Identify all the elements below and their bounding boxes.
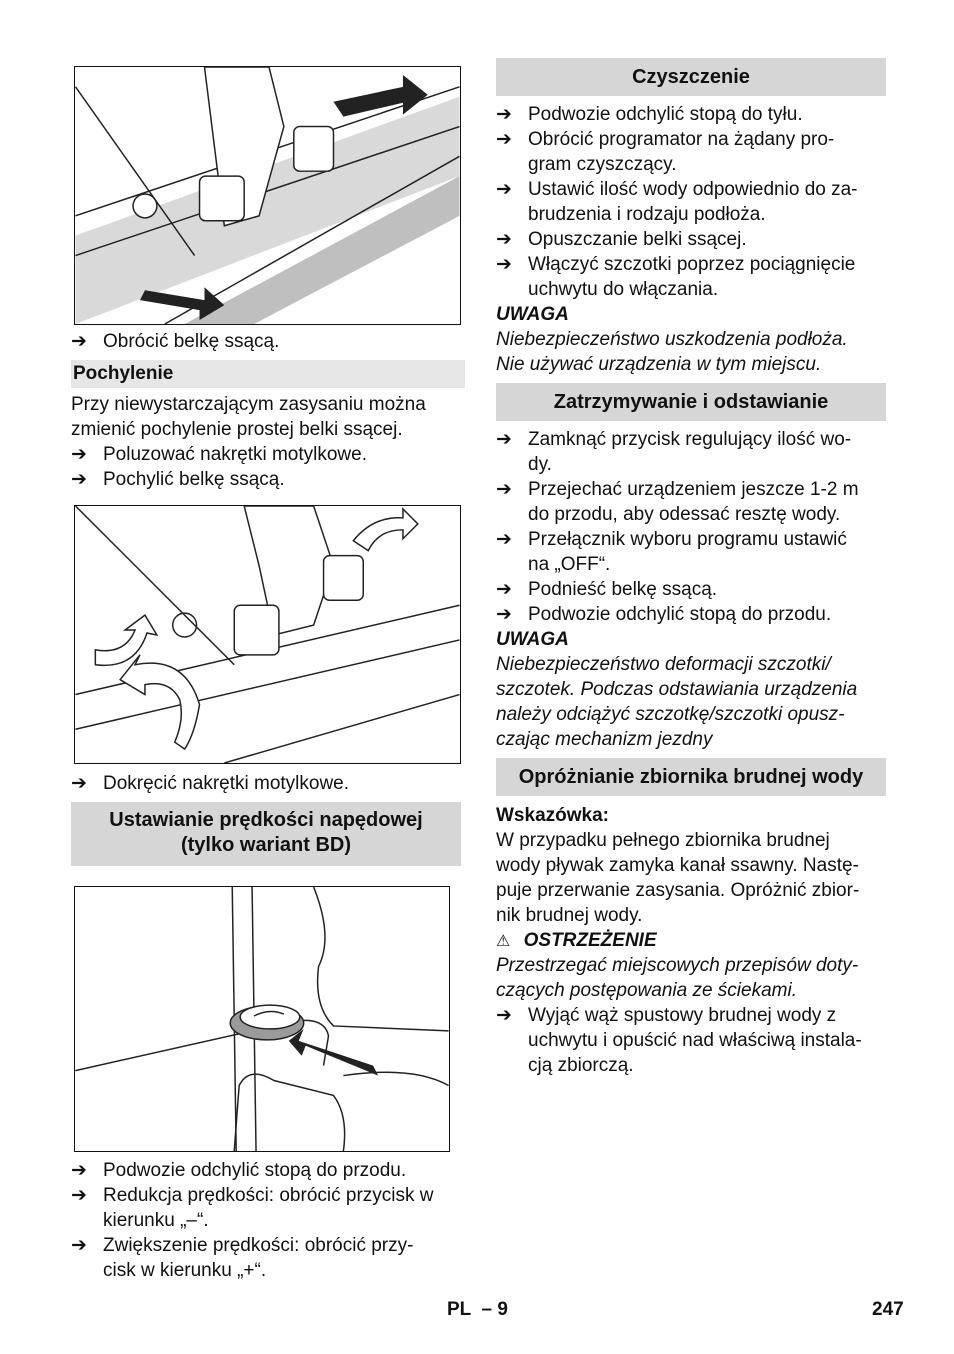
figure-speed-knob — [74, 886, 450, 1152]
step-tighten-nuts: ➔ Dokręcić nakrętki motylkowe. — [71, 773, 350, 794]
step-increase-speed: ➔ Zwiększenie prędkości: obrócić przy- cisk w kierunku „+“. — [71, 1235, 414, 1281]
heading-speed-setting: Ustawianie prędkości napędowej (tylko wariant BD) — [71, 802, 461, 866]
note-title-uwaga-1: UWAGA — [496, 304, 569, 325]
step-loosen-nuts: ➔ Poluzować nakrętki motylkowe. — [71, 444, 367, 465]
step-programmer: ➔ Obrócić programator na żądany pro- gram czyszczący. — [496, 129, 835, 175]
step-chassis-forward-2: ➔ Podwozie odchylić stopą do przodu. — [496, 604, 832, 625]
speed-knob-drawing — [75, 887, 449, 1151]
step-drain-hose: ➔ Wyjąć wąż spustowy brudnej wody z uchwytu i opuścić nad właściwą instala- cją zbiorczą. — [496, 1005, 862, 1076]
arrow-right-icon: ➔ — [71, 1160, 87, 1181]
step-drive-forward: ➔ Przejechać urządzeniem jeszcze 1-2 m do przodu, aby odessać resztę wody. — [496, 479, 859, 525]
hint-text: W przypadku pełnego zbiornika brudnej wody pływak zamyka kanał ssawny. Nastę- puje przerwanie zasysania. Opróżnić zbior- nik brudnej wody. — [496, 830, 860, 926]
arrow-right-icon: ➔ — [496, 429, 512, 450]
step-chassis-back: ➔ Podwozie odchylić stopą do tyłu. — [496, 104, 803, 125]
arrow-right-icon: ➔ — [71, 444, 87, 465]
heading-czyszczenie: Czyszczenie — [496, 58, 886, 96]
arrow-right-icon: ➔ — [71, 773, 87, 794]
step-chassis-forward: ➔ Podwozie odchylić stopą do przodu. — [71, 1160, 407, 1181]
arrow-right-icon: ➔ — [496, 579, 512, 600]
arrow-right-icon: ➔ — [71, 1185, 87, 1206]
arrow-right-icon: ➔ — [496, 479, 512, 500]
note-text-2: Niebezpieczeństwo deformacji szczotki/ szczotek. Podczas odstawiania urządzenia należy odciążyć szczotkę/szczotki opusz- czając mechanizm jezdny — [496, 654, 858, 750]
warning-text: Przestrzegać miejscowych przepisów doty- czących postępowania ze ściekami. — [496, 955, 859, 1001]
arrow-right-icon: ➔ — [496, 104, 512, 125]
step-rotate-bar: ➔ Obrócić belkę ssącą. — [71, 331, 280, 352]
figure-suction-bar-tilt — [74, 505, 461, 764]
arrow-right-icon: ➔ — [496, 1005, 512, 1026]
arrow-right-icon: ➔ — [71, 1235, 87, 1256]
note-text-1: Niebezpieczeństwo uszkodzenia podłoża. Nie używać urządzenia w tym miejscu. — [496, 329, 848, 375]
step-lower-bar: ➔ Opuszczanie belki ssącej. — [496, 229, 747, 250]
suction-bar-rotate-drawing — [75, 67, 460, 324]
suction-bar-tilt-drawing — [75, 506, 460, 763]
arrow-right-icon: ➔ — [496, 529, 512, 550]
step-close-water: ➔ Zamknąć przycisk regulujący ilość wo- dy. — [496, 429, 852, 475]
step-switch-off: ➔ Przełącznik wyboru programu ustawić na „OFF“. — [496, 529, 847, 575]
arrow-right-icon: ➔ — [496, 229, 512, 250]
step-water-amount: ➔ Ustawić ilość wody odpowiednio do za- brudzenia i rodzaju podłoża. — [496, 179, 858, 225]
hint-title: Wskazówka: — [496, 805, 609, 826]
arrow-right-icon: ➔ — [71, 469, 87, 490]
heading-zatrzymywanie: Zatrzymywanie i odstawianie — [496, 383, 886, 421]
heading-pochylenie: Pochylenie — [71, 360, 465, 388]
arrow-right-icon: ➔ — [496, 129, 512, 150]
note-title-uwaga-2: UWAGA — [496, 629, 569, 650]
warning-triangle-icon: ⚠ — [496, 933, 511, 950]
arrow-right-icon: ➔ — [71, 331, 87, 352]
step-raise-bar: ➔ Podnieść belkę ssącą. — [496, 579, 718, 600]
warning-title: ⚠ OSTRZEŻENIE — [496, 930, 657, 951]
heading-oproznianie: Opróżnianie zbiornika brudnej wody — [496, 758, 886, 796]
arrow-right-icon: ➔ — [496, 604, 512, 625]
footer-page-number: 247 — [872, 1299, 904, 1320]
step-tilt-bar: ➔ Pochylić belkę ssącą. — [71, 469, 285, 490]
figure-suction-bar-rotate — [74, 66, 461, 325]
arrow-right-icon: ➔ — [496, 179, 512, 200]
arrow-right-icon: ➔ — [496, 254, 512, 275]
pochylenie-text: Przy niewystarczającym zasysaniu można zmienić pochylenie prostej belki ssącej. — [71, 394, 426, 440]
step-brushes-on: ➔ Włączyć szczotki poprzez pociągnięcie uchwytu do włączania. — [496, 254, 856, 300]
footer-language-page: PL – 9 — [447, 1299, 508, 1320]
step-reduce-speed: ➔ Redukcja prędkości: obrócić przycisk w kierunku „–“. — [71, 1185, 434, 1231]
